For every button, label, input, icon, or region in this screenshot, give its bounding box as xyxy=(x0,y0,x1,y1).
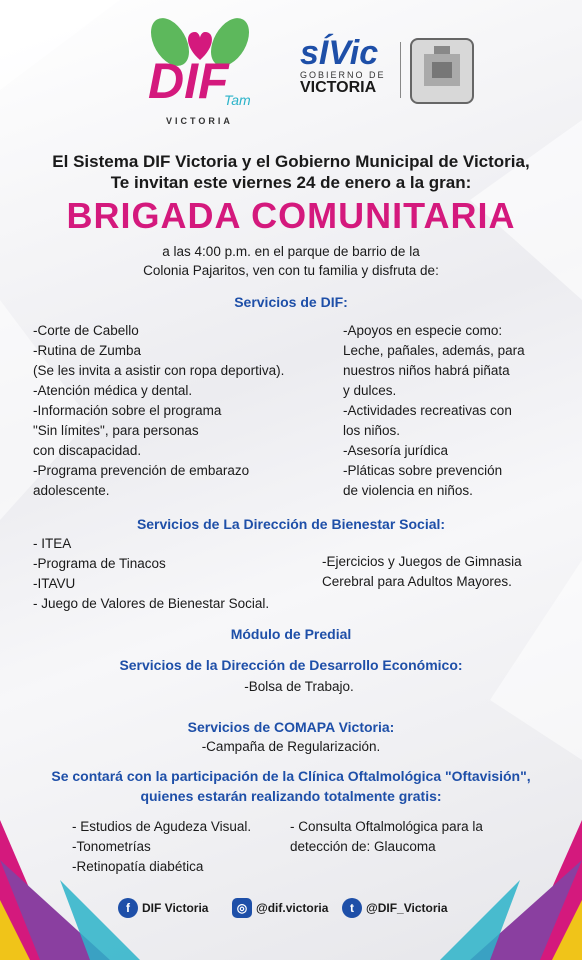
sivic-gov-text: GOBIERNO DE xyxy=(300,70,386,80)
sivic-word: sÍVic xyxy=(300,34,379,72)
dif-services-right-list: -Apoyos en especie como: Leche, pañales, además, para nuestros niños habrá piñata y dulces. -Actividades recreativas con los niños. -Asesoría jurídica -Pláticas sobre prevención de violencia en niños. xyxy=(343,323,525,498)
twitter-icon: t xyxy=(342,898,362,918)
bienestar-left-list: - ITEA -Programa de Tinacos -ITAVU - Juego de Valores de Bienestar Social. xyxy=(33,536,270,611)
event-title: BRIGADA COMUNITARIA xyxy=(66,195,516,236)
instagram-icon: ◎ xyxy=(232,898,252,918)
facebook-handle: DIF Victoria xyxy=(142,901,209,915)
instagram-handle: @dif.victoria xyxy=(256,901,329,915)
dif-logo-text: DIF xyxy=(148,53,229,109)
intro-line-1: El Sistema DIF Victoria y el Gobierno Municipal de Victoria, xyxy=(52,152,530,171)
twitter-link[interactable] xyxy=(342,898,448,918)
bienestar-heading: Servicios de La Dirección de Bienestar Social: xyxy=(136,516,446,532)
dif-logo-tam: Tam xyxy=(224,92,251,108)
predial-heading: Módulo de Predial xyxy=(230,626,352,642)
clinica-right-list: - Consulta Oftalmológica para la detección de: Glaucoma xyxy=(290,819,483,854)
dif-logo-city: VICTORIA xyxy=(166,116,233,126)
instagram-link[interactable] xyxy=(232,898,328,918)
clinica-left-list: - Estudios de Agudeza Visual. -Tonometrías -Retinopatía diabética xyxy=(72,819,252,874)
facebook-link[interactable] xyxy=(118,898,208,918)
victoria-seal-icon xyxy=(410,38,474,104)
sivic-logo xyxy=(300,36,386,96)
dif-services-left-list: -Corte de Cabello -Rutina de Zumba (Se les invita a asistir con ropa deportiva). -Atención médica y dental. -Información sobre el programa "Sin límites", para personas con discapacidad. -Programa prevención de embarazo adolescente. xyxy=(33,323,285,498)
intro-line-2: Te invitan este viernes 24 de enero a la gran: xyxy=(110,173,472,192)
economico-item: -Bolsa de Trabajo. xyxy=(244,679,354,694)
sivic-city-text: VICTORIA xyxy=(300,79,377,96)
facebook-icon: f xyxy=(118,898,138,918)
twitter-handle: @DIF_Victoria xyxy=(366,901,448,915)
event-detail-2: Colonia Pajaritos, ven con tu familia y disfruta de: xyxy=(143,263,439,278)
comapa-item: -Campaña de Regularización. xyxy=(201,739,381,754)
dif-victoria-logo xyxy=(140,12,260,127)
bienestar-right-list: -Ejercicios y Juegos de Gimnasia Cerebral para Adultos Mayores. xyxy=(322,554,522,589)
event-detail-1: a las 4:00 p.m. en el parque de barrio de la xyxy=(162,244,420,259)
clinica-line-1: Se contará con la participación de la Clínica Oftalmológica "Oftavisión", xyxy=(51,768,531,784)
economico-heading: Servicios de la Dirección de Desarrollo Económico: xyxy=(119,657,463,673)
dif-services-heading: Servicios de DIF: xyxy=(234,294,348,310)
comapa-heading: Servicios de COMAPA Victoria: xyxy=(187,719,395,735)
logo-divider xyxy=(400,42,401,98)
clinica-line-2: quienes estarán realizando totalmente gratis: xyxy=(140,788,442,804)
